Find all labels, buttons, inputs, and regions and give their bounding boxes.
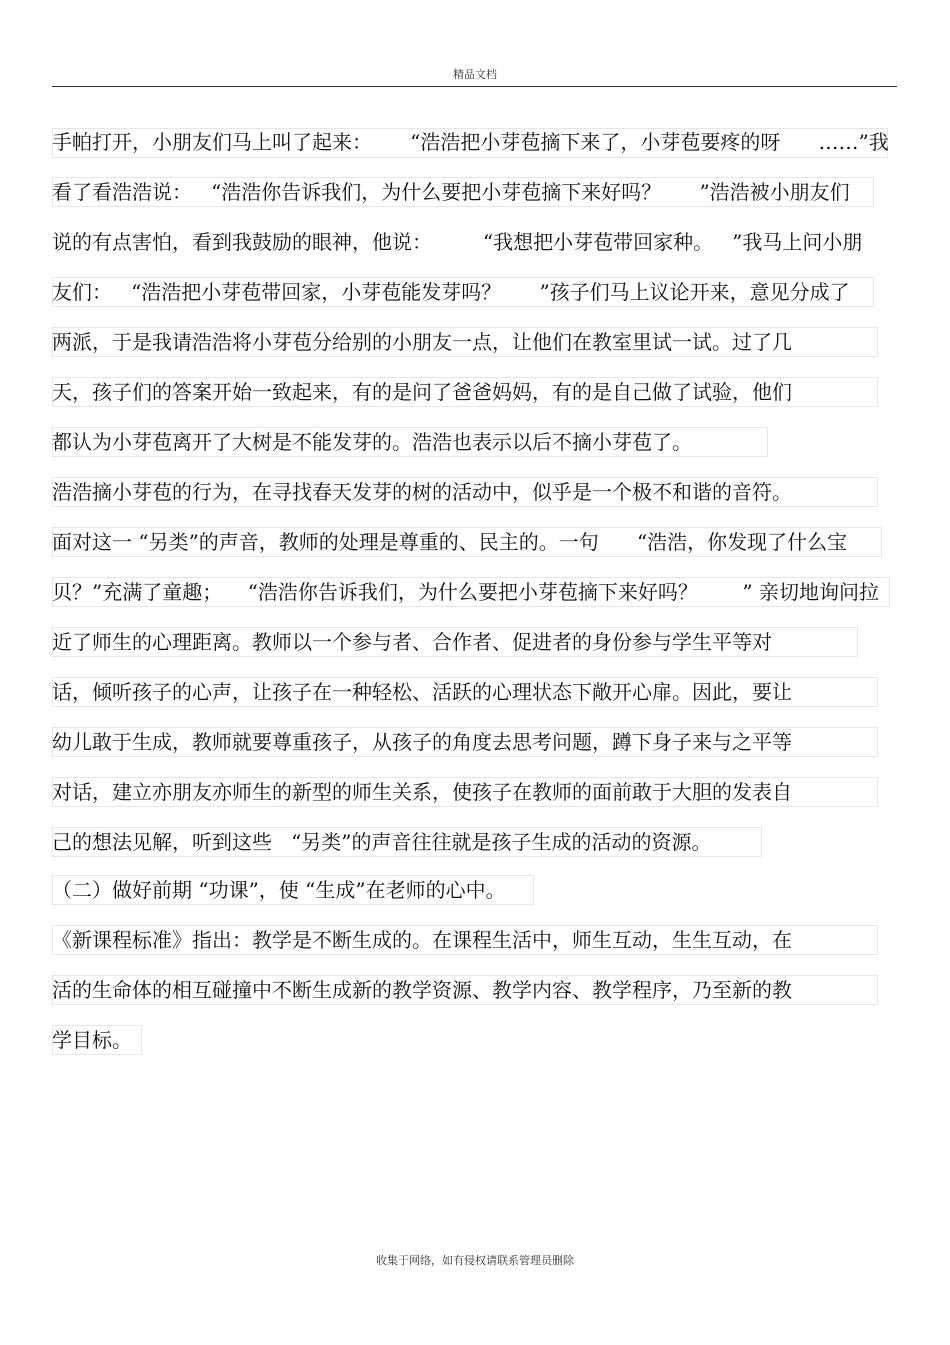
body-line-9: 面对这一 “另类”的声音，教师的处理是尊重的、民主的。一句 “浩浩，你发现了什么宝	[52, 530, 848, 554]
section-heading: （二）做好前期 “功课”，使 “生成”在老师的心中。	[52, 878, 506, 902]
body-line-14: 对话，建立亦朋友亦师生的新型的师生关系，使孩子在教师的面前敢于大胆的发表自	[52, 780, 792, 804]
header-divider	[52, 86, 897, 87]
body-line-11: 近了师生的心理距离。教师以一个参与者、合作者、促进者的身份参与学生平等对	[52, 630, 772, 654]
body-line-6: 天，孩子们的答案开始一致起来，有的是问了爸爸妈妈，有的是自己做了试验，他们	[52, 380, 792, 404]
body-line-18: 活的生命体的相互碰撞中不断生成新的教学资源、教学内容、教学程序，乃至新的教	[52, 978, 792, 1002]
body-line-3: 说的有点害怕，看到我鼓励的眼神，他说： “我想把小芽苞带回家种。 ”我马上问小朋	[52, 230, 863, 254]
page-footer: 收集于网络，如有侵权请联系管理员删除	[376, 1254, 574, 1267]
body-line-15: 己的想法见解，听到这些 “另类”的声音往往就是孩子生成的活动的资源。	[52, 830, 712, 854]
page-header: 精品文档	[453, 68, 497, 81]
body-line-10: 贝？”充满了童趣； “浩浩你告诉我们，为什么要把小芽苞摘下来好吗？ ” 亲切地询问拉	[52, 580, 879, 604]
body-line-7: 都认为小芽苞离开了大树是不能发芽的。浩浩也表示以后不摘小芽苞了。	[52, 430, 692, 454]
body-line-13: 幼儿敢于生成，教师就要尊重孩子，从孩子的角度去思考问题，蹲下身子来与之平等	[52, 730, 792, 754]
body-line-8: 浩浩摘小芽苞的行为，在寻找春天发芽的树的活动中，似乎是一个极不和谐的音符。	[52, 480, 792, 504]
body-line-19: 学目标。	[52, 1028, 132, 1052]
body-line-1: 手帕打开，小朋友们马上叫了起来： “浩浩把小芽苞摘下来了，小芽苞要疼的呀 ……”我	[52, 130, 889, 154]
body-line-5: 两派，于是我请浩浩将小芽苞分给别的小朋友一点，让他们在教室里试一试。过了几	[52, 330, 792, 354]
body-line-4: 友们： “浩浩把小芽苞带回家，小芽苞能发芽吗？ ”孩子们马上议论开来，意见分成了	[52, 280, 850, 304]
body-line-17: 《新课程标准》指出：教学是不断生成的。在课程生活中，师生互动，生生互动，在	[52, 928, 792, 952]
body-line-12: 话，倾听孩子的心声，让孩子在一种轻松、活跃的心理状态下敞开心扉。因此，要让	[52, 680, 792, 704]
body-line-2: 看了看浩浩说： “浩浩你告诉我们，为什么要把小芽苞摘下来好吗？ ”浩浩被小朋友们	[52, 180, 850, 204]
